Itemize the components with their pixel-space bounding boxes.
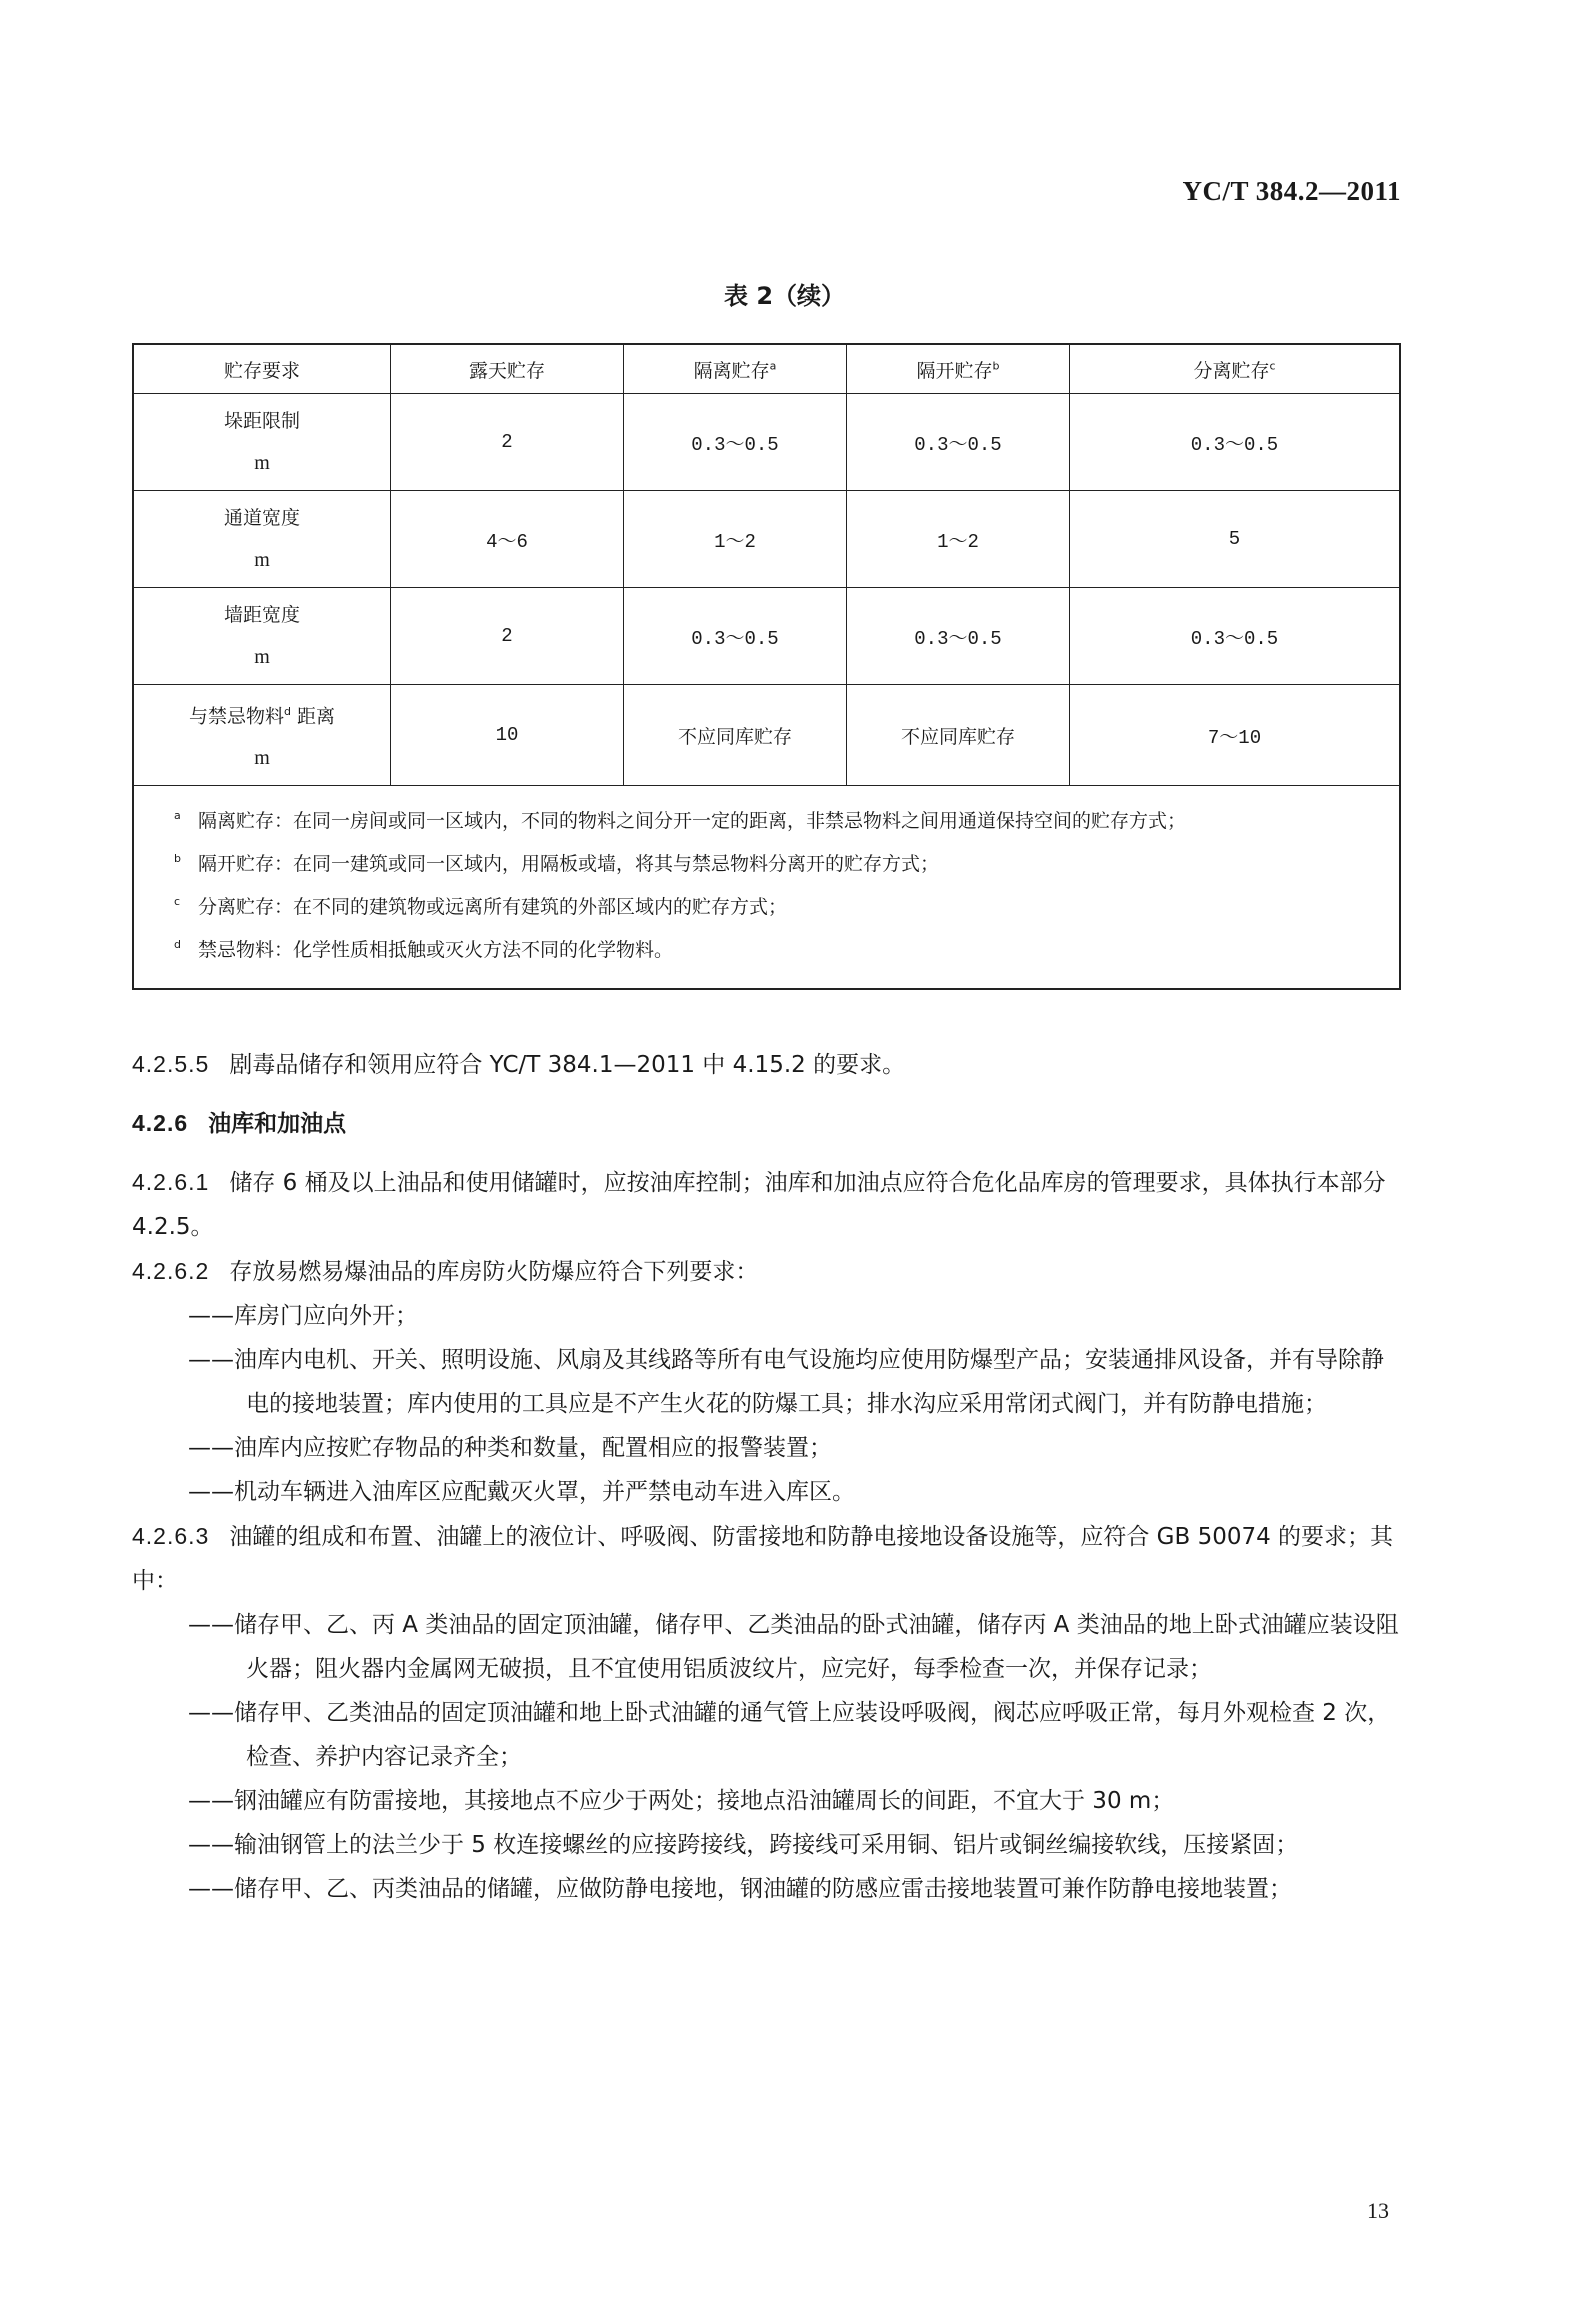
list-item: ——储存甲、乙、丙 A 类油品的固定顶油罐，储存甲、乙类油品的卧式油罐，储存丙 A 类油品的地上卧式油罐应装设阻火器；阻火器内金属网无破损，且不宜使用铝质波纹片，应完好，每季检查一次，并保存记录； <box>188 1612 1399 1682</box>
list-item: ——库房门应向外开； <box>188 1303 418 1329</box>
table-footnote: b 隔开贮存：在同一建筑或同一区域内，用隔板或墙，将其与禁忌物料分离开的贮存方式； <box>174 852 940 875</box>
table-row <box>133 588 1400 685</box>
clause-4261: 4.2.6.1 储存 6 桶及以上油品和使用储罐时，应按油库控制；油库和加油点应符合危化品库房的管理要求，具体执行本部分 4.2.5。 <box>132 1169 1386 1240</box>
list-item: ——储存甲、乙类油品的固定顶油罐和地上卧式油罐的通气管上应装设呼吸阀，阀芯应呼吸正常，每月外观检查 2 次，检查、养护内容记录齐全； <box>188 1700 1391 1770</box>
table-footnote: d 禁忌物料：化学性质相抵触或灭火方法不同的化学物料。 <box>174 938 674 961</box>
col-header-isolated: 隔离贮存$^a$ <box>624 344 847 394</box>
table-caption: 表 2（续） <box>723 282 846 310</box>
page-number: 13 <box>1367 2198 1389 2223</box>
table-cell: 不应同库贮存 <box>847 685 1070 786</box>
standard-code: YC/T 384.2—2011 <box>1182 176 1401 206</box>
table-cell: 0.3～0.5 <box>1070 394 1401 491</box>
table-row <box>133 685 1400 786</box>
list-item: ——输油钢管上的法兰少于 5 枚连接螺丝的应接跨接线，跨接线可采用铜、铝片或铜丝编接软线，压接紧固； <box>188 1832 1299 1858</box>
list-item: ——储存甲、乙、丙类油品的储罐，应做防静电接地，钢油罐的防感应雷击接地装置可兼作防静电接地装置； <box>188 1876 1292 1902</box>
section-heading-426: 4.2.6 油库和加油点 <box>132 1110 347 1137</box>
table-cell: 0.3～0.5 <box>624 588 847 685</box>
table-footnote: a 隔离贮存：在同一房间或同一区域内，不同的物料之间分开一定的距离，非禁忌物料之间用通道保持空间的贮存方式； <box>174 809 1187 832</box>
table-header-row <box>133 344 1400 394</box>
col-header-open-air: 露天贮存 <box>391 344 624 394</box>
table-footnote: c 分离贮存：在不同的建筑物或远离所有建筑的外部区域内的贮存方式； <box>174 895 788 918</box>
row-label: 与禁忌物料$^d$ 距离 m <box>133 685 391 786</box>
row-label: 垛距限制 m <box>133 394 391 491</box>
table-cell: 不应同库贮存 <box>624 685 847 786</box>
list-item: ——机动车辆进入油库区应配戴灭火罩，并严禁电动车进入库区。 <box>188 1479 855 1505</box>
list-item: ——油库内应按贮存物品的种类和数量，配置相应的报警装置； <box>188 1435 832 1461</box>
clause-4263: 4.2.6.3 油罐的组成和布置、油罐上的液位计、呼吸阀、防雷接地和防静电接地设备设施等，应符合 GB 50074 的要求；其中： <box>132 1523 1394 1594</box>
table-cell: 0.3～0.5 <box>1070 588 1401 685</box>
table-row <box>133 491 1400 588</box>
clause-4262: 4.2.6.2 存放易燃易爆油品的库房防火防爆应符合下列要求： <box>132 1258 759 1285</box>
table-cell: 2 <box>391 588 624 685</box>
col-header-requirement: 贮存要求 <box>133 344 391 394</box>
list-item: ——油库内电机、开关、照明设施、风扇及其线路等所有电气设施均应使用防爆型产品；安装通排风设备，并有导除静电的接地装置；库内使用的工具应是不产生火花的防爆工具；排水沟应采用常闭式阀门，并有防静电措施； <box>188 1347 1384 1417</box>
table-notes-row <box>133 786 1400 990</box>
table-cell: 5 <box>1070 491 1401 588</box>
table-cell: 1～2 <box>624 491 847 588</box>
table-cell: 0.3～0.5 <box>847 394 1070 491</box>
table-cell: 0.3～0.5 <box>624 394 847 491</box>
table-cell: 0.3～0.5 <box>847 588 1070 685</box>
storage-requirements-table <box>132 343 1401 990</box>
table-cell: 1～2 <box>847 491 1070 588</box>
table-cell: 7～10 <box>1070 685 1401 786</box>
col-header-separated: 隔开贮存$^b$ <box>847 344 1070 394</box>
row-label: 墙距宽度 m <box>133 588 391 685</box>
col-header-detached: 分离贮存$^c$ <box>1070 344 1401 394</box>
body-text <box>132 1042 1403 1911</box>
table-row <box>133 394 1400 491</box>
table-cell: 4～6 <box>391 491 624 588</box>
table-notes <box>133 786 1400 990</box>
table-cell: 10 <box>391 685 624 786</box>
row-label: 通道宽度 m <box>133 491 391 588</box>
clause-4255: 4.2.5.5 剧毒品储存和领用应符合 YC/T 384.1—2011 中 4.15.2 的要求。 <box>132 1051 906 1078</box>
list-item: ——钢油罐应有防雷接地，其接地点不应少于两处；接地点沿油罐周长的间距，不宜大于 30 m； <box>188 1788 1175 1814</box>
table-cell: 2 <box>391 394 624 491</box>
